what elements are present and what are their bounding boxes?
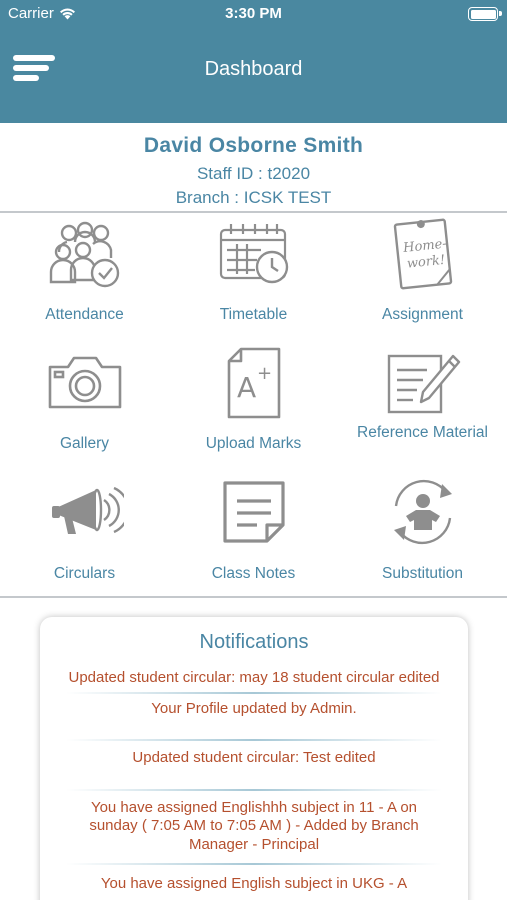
svg-text:Home-: Home-: [402, 236, 447, 256]
tile-upload-marks[interactable]: [169, 343, 338, 471]
divider: [0, 211, 507, 213]
tile-gallery[interactable]: [0, 343, 169, 471]
carrier-label: Carrier: [8, 5, 54, 22]
tile-gallery-label: Gallery: [59, 435, 110, 452]
camera-icon: [46, 353, 124, 411]
tile-attendance[interactable]: [0, 214, 169, 342]
substitution-icon: [384, 474, 462, 550]
tile-assignment[interactable]: [338, 214, 507, 342]
status-bar: [0, 0, 507, 28]
tile-reference-material-label: Reference Material: [357, 424, 488, 441]
attendance-icon: [47, 218, 123, 290]
notifications-title: Notifications: [199, 631, 309, 653]
tile-circulars-label: Circulars: [53, 565, 116, 582]
tile-timetable[interactable]: [169, 214, 338, 342]
branch-name: Branch : ICSK TEST: [175, 188, 332, 207]
homework-icon: [390, 216, 456, 292]
tile-assignment-label: Assignment: [382, 306, 463, 323]
staff-id: Staff ID : t2020: [196, 164, 311, 183]
grade-sheet-icon: [221, 345, 287, 421]
tile-class-notes[interactable]: [169, 472, 338, 600]
megaphone-icon: [46, 478, 124, 546]
notification-item[interactable]: You have assigned Englishhh subject in 11 - A on sunday ( 7:05 AM to 7:05 AM ) - Added by Branch Manager - Principal: [89, 798, 419, 853]
document-edit-icon: [383, 350, 463, 416]
notification-divider: [66, 789, 442, 791]
tile-attendance-label: Attendance: [45, 306, 124, 323]
header-bar: [0, 28, 507, 123]
user-name: David Osborne Smith: [143, 134, 364, 157]
svg-text:work!: work!: [405, 252, 446, 272]
profile-summary: [0, 123, 507, 212]
notification-item[interactable]: Your Profile updated by Admin.: [151, 699, 357, 717]
tile-timetable-label: Timetable: [219, 306, 288, 323]
page-title: Dashboard: [204, 58, 303, 80]
notification-item[interactable]: Updated student circular: may 18 student circular edited: [68, 669, 440, 686]
clock: 3:30 PM: [225, 5, 282, 22]
tile-substitution[interactable]: [338, 472, 507, 600]
note-icon: [217, 475, 291, 549]
tile-substitution-label: Substitution: [382, 565, 463, 582]
notification-divider: [66, 692, 442, 694]
battery-icon: [468, 7, 498, 21]
notification-divider: [66, 863, 442, 865]
tile-class-notes-label: Class Notes: [211, 565, 296, 582]
divider: [0, 596, 507, 598]
notification-item[interactable]: Updated student circular: Test edited: [132, 749, 376, 766]
tile-upload-marks-label: Upload Marks: [205, 435, 302, 452]
notification-item[interactable]: You have assigned English subject in UKG - A: [100, 875, 408, 892]
notification-divider: [66, 739, 442, 741]
tile-circulars[interactable]: [0, 472, 169, 600]
svg-text:A: A: [236, 371, 256, 404]
svg-text:+: +: [256, 363, 272, 384]
notifications-panel: [40, 617, 468, 900]
tile-reference-material[interactable]: [338, 343, 507, 471]
timetable-icon: [217, 220, 291, 286]
